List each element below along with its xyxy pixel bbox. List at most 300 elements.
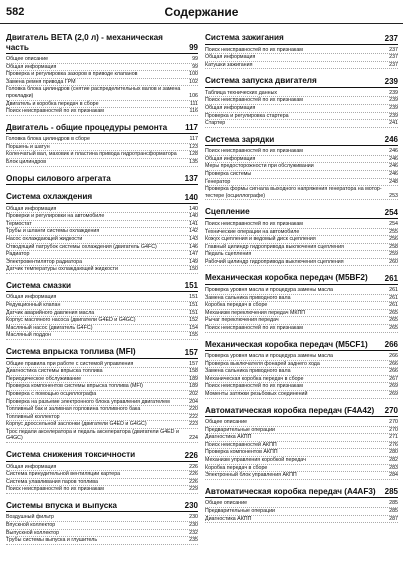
toc-entry-label: Общая информация: [205, 104, 256, 111]
toc-entry-label: Топливный коллектор: [6, 413, 60, 420]
toc-entry-label: Трубы системы выпуска и глушитель: [6, 537, 98, 544]
section-page-number: 151: [184, 281, 198, 291]
toc-entry-label: Выпускной коллектор: [6, 529, 60, 536]
toc-entry-label: Система принудительной вентиляции картера: [6, 471, 121, 478]
toc-entry[interactable]: [205, 62, 398, 70]
toc-entry-page: 100: [189, 71, 198, 78]
toc-entry-label: Система улавливания паров топлива: [6, 478, 98, 485]
toc-entry[interactable]: [205, 295, 398, 303]
section-page-number: 157: [184, 347, 198, 357]
section-title: Опоры силового агрегата: [6, 173, 111, 183]
section-title: Система охлаждения: [6, 192, 93, 202]
toc-entry-page: 147: [189, 251, 198, 258]
toc-entry-page: 143: [189, 236, 198, 242]
toc-entry[interactable]: [205, 317, 398, 325]
toc-entry[interactable]: [6, 64, 198, 72]
toc-entry[interactable]: [6, 151, 198, 159]
section-page-number: 137: [184, 174, 198, 184]
toc-entry-label: Коробка передач в сборе: [205, 464, 268, 471]
toc-entry-label: Главный цилиндр гидропривода выключения сцепления: [205, 243, 344, 250]
toc-entry-page: 282: [389, 457, 398, 464]
toc-entry-page: 128: [189, 151, 198, 158]
toc-entry[interactable]: [6, 391, 198, 399]
toc-entry-page: 111: [189, 100, 198, 107]
toc-entry[interactable]: [6, 294, 198, 302]
toc-entry[interactable]: [6, 486, 198, 494]
section-page-number: 270: [384, 406, 398, 416]
section-heading[interactable]: [6, 281, 198, 293]
toc-entry-page: 254: [389, 220, 398, 227]
toc-entry-label: Масляный насос (двигатель G4FC): [6, 324, 93, 331]
section-page-number: 226: [184, 450, 198, 460]
toc-entry[interactable]: [6, 332, 198, 340]
toc-entry[interactable]: [6, 136, 198, 144]
toc-entry-label: Поиск неисправностей по их признакам: [205, 383, 303, 390]
toc-entry-label: Проверка системы: [205, 171, 252, 178]
toc-entry-label: Кожух сцепления и ведомый диск сцепления: [205, 236, 316, 243]
section-page-number: 99: [189, 43, 198, 52]
toc-entry[interactable]: [6, 522, 198, 530]
toc-entry[interactable]: [205, 449, 398, 457]
toc-entry-page: 220: [189, 406, 198, 413]
toc-entry[interactable]: [205, 287, 398, 295]
toc-entry-label: Проверка и регулировка стартера: [205, 112, 289, 119]
page-number: 582: [6, 6, 25, 18]
toc-entry-page: 117: [189, 136, 198, 143]
toc-entry[interactable]: [205, 163, 398, 171]
section-page-number: 239: [384, 76, 398, 86]
toc-entry-label: Коробка передач в сборе: [205, 302, 268, 309]
toc-entry[interactable]: [6, 79, 198, 87]
toc-entry-label: Диагностика системы впрыска топлива: [6, 368, 103, 375]
toc-entry-page: 266: [389, 353, 398, 360]
section-heading[interactable]: [6, 192, 198, 204]
toc-entry[interactable]: [6, 317, 198, 325]
section-title: Механическая коробка передач (M5CF1): [205, 339, 368, 349]
toc-entry-label: Проверка формы сигнала выходного напряжения генератора на мотор-тестере (осциллографе): [205, 186, 382, 199]
toc-entry-label: Общее описание: [6, 56, 49, 62]
toc-entry-page: 258: [389, 243, 398, 250]
section-heading[interactable]: [205, 273, 398, 285]
toc-entry[interactable]: [6, 221, 198, 229]
toc-entry-label: Общая информация: [6, 63, 57, 70]
toc-entry[interactable]: [205, 221, 398, 229]
toc-entry-label: Моменты затяжки резьбовых соединений: [205, 391, 308, 397]
toc-entry-label: Редукционный клапан: [6, 302, 61, 309]
toc-entry-page: 287: [389, 515, 398, 522]
toc-entry[interactable]: [205, 171, 398, 179]
toc-entry-page: 202: [189, 390, 198, 397]
toc-entry-page: 280: [389, 449, 398, 456]
toc-entry-page: 151: [189, 302, 198, 309]
toc-entry[interactable]: [6, 302, 198, 310]
toc-entry-page: 246: [389, 155, 398, 162]
toc-entry-label: Корпус дроссельной заслонки (двигатели G4ED и G4GC): [6, 421, 147, 428]
toc-entry[interactable]: [205, 472, 398, 480]
toc-entry[interactable]: [6, 71, 198, 79]
toc-entry[interactable]: [205, 434, 398, 442]
section-heading[interactable]: [205, 76, 398, 88]
toc-entry[interactable]: [205, 244, 398, 252]
section-page-number: 246: [384, 135, 398, 145]
toc-entry[interactable]: [205, 427, 398, 435]
toc-entry[interactable]: [205, 302, 398, 310]
toc-entry-page: 239: [389, 104, 398, 111]
section-title: Система снижения токсичности: [6, 450, 136, 460]
toc-entry-label: Двигатель и коробка передач в сборе: [6, 100, 99, 107]
toc-entry-label: Коленчатый вал, маховик и пластина привода гидротрансформатора: [6, 151, 177, 158]
toc-entry[interactable]: [6, 266, 198, 274]
toc-entry-label: Трубы и шланги системы охлаждения: [6, 228, 100, 235]
toc-entry[interactable]: [205, 500, 398, 508]
toc-section: [205, 487, 398, 523]
toc-entry[interactable]: [205, 97, 398, 105]
section-heading[interactable]: [205, 340, 398, 352]
toc-entry[interactable]: [6, 406, 198, 414]
section-title: Система смазки: [6, 280, 72, 290]
section-title: Двигатель BETA (2,0 л) - механическая часть: [6, 33, 163, 52]
toc-entry-label: Генератор: [205, 178, 231, 185]
toc-entry-label: Общая информация: [6, 205, 57, 212]
toc-entry-label: Поиск неисправностей по их признакам: [205, 46, 303, 53]
toc-entry-page: 157: [189, 360, 198, 367]
toc-entry[interactable]: [205, 419, 398, 427]
toc-entry[interactable]: [6, 376, 198, 384]
toc-entry-label: Предварительные операции: [205, 507, 276, 514]
toc-section: [6, 281, 198, 340]
toc-entry[interactable]: [6, 429, 198, 443]
toc-entry[interactable]: [205, 457, 398, 465]
toc-entry-page: 123: [189, 143, 198, 150]
toc-entry[interactable]: [205, 236, 398, 244]
section-heading[interactable]: [6, 123, 198, 135]
toc-entry-label: Проверка на разъеме электронного блока управления двигателем: [6, 398, 170, 405]
section-heading[interactable]: [205, 135, 398, 147]
toc-entry-page: 230: [189, 514, 198, 521]
toc-entry-page: 235: [189, 537, 198, 544]
toc-entry[interactable]: [205, 442, 398, 450]
section-page-number: 254: [384, 207, 398, 217]
toc-entry[interactable]: [205, 113, 398, 121]
toc-entry-page: 158: [189, 368, 198, 375]
toc-entry-page: 266: [389, 360, 398, 367]
toc-entry-page: 261: [389, 294, 398, 301]
toc-entry-page: 232: [189, 529, 198, 536]
toc-entry-label: Меры предосторожности при обслуживании: [205, 163, 314, 170]
toc-entry-label: Проверка уровня масла и процедура замены масла: [205, 353, 333, 360]
toc-entry[interactable]: [6, 421, 198, 429]
toc-entry-page: 265: [389, 324, 398, 331]
toc-entry[interactable]: [6, 228, 198, 236]
toc-entry[interactable]: [6, 56, 198, 64]
toc-section: [6, 501, 198, 545]
toc-entry-page: 267: [389, 375, 398, 382]
toc-entry-label: Общая информация: [205, 54, 256, 61]
toc-entry-page: 204: [189, 398, 198, 405]
toc-entry[interactable]: [6, 537, 198, 545]
toc-entry-page: 276: [389, 441, 398, 448]
section-page-number: 230: [184, 501, 198, 511]
toc-entry[interactable]: [6, 236, 198, 244]
toc-entry-label: Головка блока цилиндров в сборе: [6, 136, 90, 143]
toc-entry-label: Проверка выключателя фонарей заднего хода: [205, 360, 320, 367]
toc-entry-label: Поиск неисправностей по их признакам: [6, 486, 104, 493]
toc-section: [205, 33, 398, 69]
section-title: Двигатель - общие процедуры ремонта: [6, 122, 168, 132]
toc-entry-page: 189: [189, 375, 198, 382]
toc-right-column: [205, 33, 398, 530]
section-heading[interactable]: [205, 406, 398, 418]
toc-entry[interactable]: [205, 325, 398, 333]
toc-entry-label: Проверка компонентов системы впрыска топлива (MFI): [6, 383, 143, 390]
toc-entry-page: 239: [389, 89, 398, 96]
toc-entry-page: 226: [189, 478, 198, 485]
toc-entry-label: Поиск неисправностей по их признакам: [6, 108, 104, 115]
toc-entry-page: 222: [189, 413, 198, 420]
toc-entry-page: 248: [389, 178, 398, 185]
toc-section: [205, 273, 398, 332]
toc-entry[interactable]: [205, 383, 398, 391]
toc-entry[interactable]: [205, 508, 398, 516]
toc-entry-label: Технические операции на автомобиле: [205, 228, 300, 235]
toc-entry-label: Электронный блок управления АКПП: [205, 472, 297, 479]
toc-entry-page: 141: [189, 220, 198, 227]
toc-entry-page: 270: [389, 419, 398, 426]
toc-entry[interactable]: [205, 353, 398, 361]
section-title: Автоматическая коробка передач (F4A42): [205, 405, 375, 415]
section-title: Сцепление: [205, 207, 250, 217]
toc-entry[interactable]: [6, 251, 198, 259]
section-page-number: 117: [185, 123, 198, 133]
toc-entry[interactable]: [205, 259, 398, 267]
toc-entry-label: Катушки зажигания: [205, 61, 253, 68]
section-heading[interactable]: [205, 207, 398, 219]
toc-section: [205, 207, 398, 266]
toc-entry-page: 265: [389, 309, 398, 316]
toc-entry-label: Замена сальника приводного вала: [205, 368, 291, 375]
toc-entry-page: 266: [389, 368, 398, 375]
toc-entry[interactable]: [6, 368, 198, 376]
toc-entry-label: Общее описание: [205, 419, 248, 426]
toc-entry[interactable]: [205, 105, 398, 113]
toc-entry-page: 253: [389, 192, 398, 199]
toc-entry-label: Топливный бак и заливная горловина топливного бака: [6, 406, 141, 413]
toc-entry[interactable]: [205, 516, 398, 524]
toc-entry-page: 239: [389, 112, 398, 119]
toc-entry[interactable]: [205, 179, 398, 187]
toc-entry-label: Общая информация: [6, 294, 57, 301]
toc-entry-page: 151: [189, 294, 198, 301]
toc-entry-page: 246: [389, 163, 398, 170]
toc-entry[interactable]: [205, 47, 398, 55]
section-title: Система зарядки: [205, 134, 275, 144]
toc-entry[interactable]: [205, 186, 398, 200]
toc-entry[interactable]: [6, 108, 198, 116]
toc-entry-page: 246: [389, 148, 398, 155]
toc-entry-page: 255: [389, 228, 398, 235]
toc-entry-label: Таблица технических данных: [205, 89, 278, 96]
section-heading[interactable]: [205, 33, 398, 45]
toc-entry[interactable]: [6, 514, 198, 522]
toc-entry-page: 237: [389, 61, 398, 68]
toc-entry[interactable]: [205, 391, 398, 399]
toc-entry[interactable]: [205, 361, 398, 369]
toc-entry-page: 224: [189, 435, 198, 442]
toc-entry-label: Корпус масляного насоса (двигатели G4ED и G4GC): [6, 317, 136, 324]
toc-section: [6, 450, 198, 494]
toc-entry-label: Общая информация: [6, 463, 57, 470]
toc-entry-label: Рабочий цилиндр гидропривода выключения сцепления: [205, 258, 344, 265]
section-heading[interactable]: [6, 347, 198, 359]
toc-entry[interactable]: [6, 159, 198, 167]
toc-entry-page: 116: [189, 108, 198, 115]
toc-entry-page: 106: [189, 92, 198, 99]
section-heading[interactable]: [205, 487, 398, 499]
toc-entry-page: 142: [189, 228, 198, 235]
toc-entry-label: Отводящий патрубок системы охлаждения (двигатель G4FC): [6, 243, 157, 250]
section-page-number: 285: [384, 487, 398, 497]
toc-entry-page: 271: [389, 434, 398, 441]
section-heading[interactable]: [6, 450, 198, 462]
toc-entry-label: Проверка компонентов АКПП: [205, 449, 278, 456]
section-page-number: 140: [184, 192, 198, 202]
section-heading[interactable]: [6, 501, 198, 513]
toc-entry-page: 155: [189, 332, 198, 339]
toc-entry-label: Поиск неисправностей АКПП: [205, 441, 277, 448]
toc-entry[interactable]: [6, 530, 198, 538]
toc-entry-label: Механическая коробка передач в сборе: [205, 375, 304, 382]
toc-entry-label: Поиск неисправностей по их признакам: [205, 324, 303, 331]
section-title: Автоматическая коробка передач (A4AF3): [205, 486, 376, 496]
toc-entry[interactable]: [6, 399, 198, 407]
toc-entry-page: 283: [389, 464, 398, 471]
toc-entry-page: 285: [389, 507, 398, 514]
toc-entry[interactable]: [6, 244, 198, 252]
toc-entry[interactable]: [205, 251, 398, 259]
toc-entry[interactable]: [6, 471, 198, 479]
toc-entry-page: 150: [189, 266, 198, 273]
toc-entry-page: 256: [389, 236, 398, 243]
toc-section: [6, 192, 198, 274]
toc-entry-page: 189: [189, 383, 198, 390]
toc-entry-page: 229: [189, 486, 198, 493]
toc-entry-page: 270: [389, 426, 398, 433]
toc-entry-label: Диагностика АКПП: [205, 515, 252, 522]
toc-entry-label: Механизм переключения передач МКПП: [205, 309, 306, 316]
toc-entry[interactable]: [205, 368, 398, 376]
toc-entry-label: Поиск неисправностей по их признакам: [205, 97, 303, 104]
toc-entry-label: Термостат: [6, 220, 32, 227]
toc-entry-page: 241: [389, 120, 398, 127]
toc-entry-page: 154: [189, 324, 198, 331]
section-page-number: 237: [384, 33, 398, 43]
toc-entry[interactable]: [205, 54, 398, 62]
toc-entry-label: Впускной коллектор: [6, 522, 56, 529]
toc-entry-page: 265: [389, 317, 398, 324]
toc-entry-page: 260: [389, 258, 398, 265]
toc-entry-label: Воздушный фильтр: [6, 514, 55, 521]
toc-entry-page: 269: [389, 391, 398, 397]
toc-entry-label: Общая информация: [205, 155, 256, 162]
toc-entry-page: 237: [389, 46, 398, 53]
toc-entry-label: Радиатор: [6, 251, 30, 258]
toc-entry[interactable]: [205, 310, 398, 318]
page-title: Содержание: [164, 5, 239, 19]
toc-entry-label: Трос педали акселератора и педаль акселератора (двигатели G4ED и G4GC): [6, 428, 179, 442]
toc-entry-label: Поршень и шатун: [6, 143, 50, 150]
section-page-number: 261: [384, 273, 398, 283]
toc-entry-page: 261: [389, 302, 398, 309]
toc-section: [205, 406, 398, 480]
toc-entry-page: 140: [189, 205, 198, 212]
toc-entry-page: 239: [389, 97, 398, 104]
toc-entry-label: Блок цилиндров: [6, 159, 47, 166]
toc-entry-page: 285: [389, 500, 398, 507]
toc-entry-label: Проверка уровня масла и процедура замены масла: [205, 286, 333, 293]
toc-section: [6, 174, 198, 186]
section-heading[interactable]: [6, 174, 198, 186]
toc-entry-label: Стартер: [205, 120, 226, 127]
toc-entry-label: Датчик температуры охлаждающей жидкости: [6, 266, 118, 273]
toc-entry[interactable]: [205, 156, 398, 164]
toc-entry-label: Электровентилятор радиатора: [6, 258, 83, 265]
toc-entry[interactable]: [6, 310, 198, 318]
toc-entry-label: Масляный поддон: [6, 332, 51, 339]
toc-section: [205, 76, 398, 127]
toc-entry[interactable]: [6, 213, 198, 221]
toc-entry[interactable]: [6, 361, 198, 369]
section-page-number: 266: [384, 340, 398, 350]
toc-entry[interactable]: [6, 383, 198, 391]
toc-entry-page: 226: [189, 463, 198, 470]
toc-entry-label: Предварительные операции: [205, 426, 276, 433]
toc-entry-page: 99: [192, 63, 198, 70]
toc-entry-label: Проверка с помощью осциллографа: [6, 390, 97, 397]
toc-section: [6, 33, 198, 116]
toc-entry-page: 261: [389, 286, 398, 293]
toc-entry-page: 246: [389, 171, 398, 178]
section-heading[interactable]: [6, 33, 198, 54]
toc-entry-label: Рычаг переключения передач: [205, 317, 279, 324]
toc-entry-label: Диагностика АКПП: [205, 434, 252, 441]
toc-entry[interactable]: [205, 120, 398, 128]
toc-entry-page: 284: [389, 472, 398, 479]
toc-entry-label: Общие правила при работе с системой управления: [6, 360, 134, 367]
toc-entry[interactable]: [205, 148, 398, 156]
toc-entry-label: Замена сальника приводного вала: [205, 294, 291, 301]
toc-entry[interactable]: [6, 86, 198, 100]
toc-entry-page: 237: [389, 54, 398, 61]
toc-entry-label: Проверки и регулировки на автомобиле: [6, 213, 105, 220]
section-title: Система зажигания: [205, 33, 284, 42]
toc-entry-page: 99: [192, 56, 198, 62]
toc-entry[interactable]: [205, 229, 398, 237]
toc-entry-page: 149: [189, 258, 198, 265]
toc-entry-page: 226: [189, 471, 198, 478]
toc-entry-label: Датчик аварийного давления масла: [6, 309, 95, 316]
toc-entry-page: 146: [189, 243, 198, 250]
toc-section: [205, 340, 398, 399]
section-title: Механическая коробка передач (M5BF2): [205, 273, 368, 283]
toc-entry[interactable]: [6, 206, 198, 214]
toc-entry-page: 135: [189, 159, 198, 166]
toc-entry-page: 151: [189, 309, 198, 316]
toc-entry-page: 269: [389, 383, 398, 390]
toc-entry-label: Замена ремня привода ГРМ: [6, 78, 76, 85]
toc-entry-label: Периодическое обслуживание: [6, 375, 82, 382]
toc-entry-page: 140: [189, 213, 198, 220]
toc-entry-label: Механизм управления коробкой передач: [205, 457, 306, 464]
